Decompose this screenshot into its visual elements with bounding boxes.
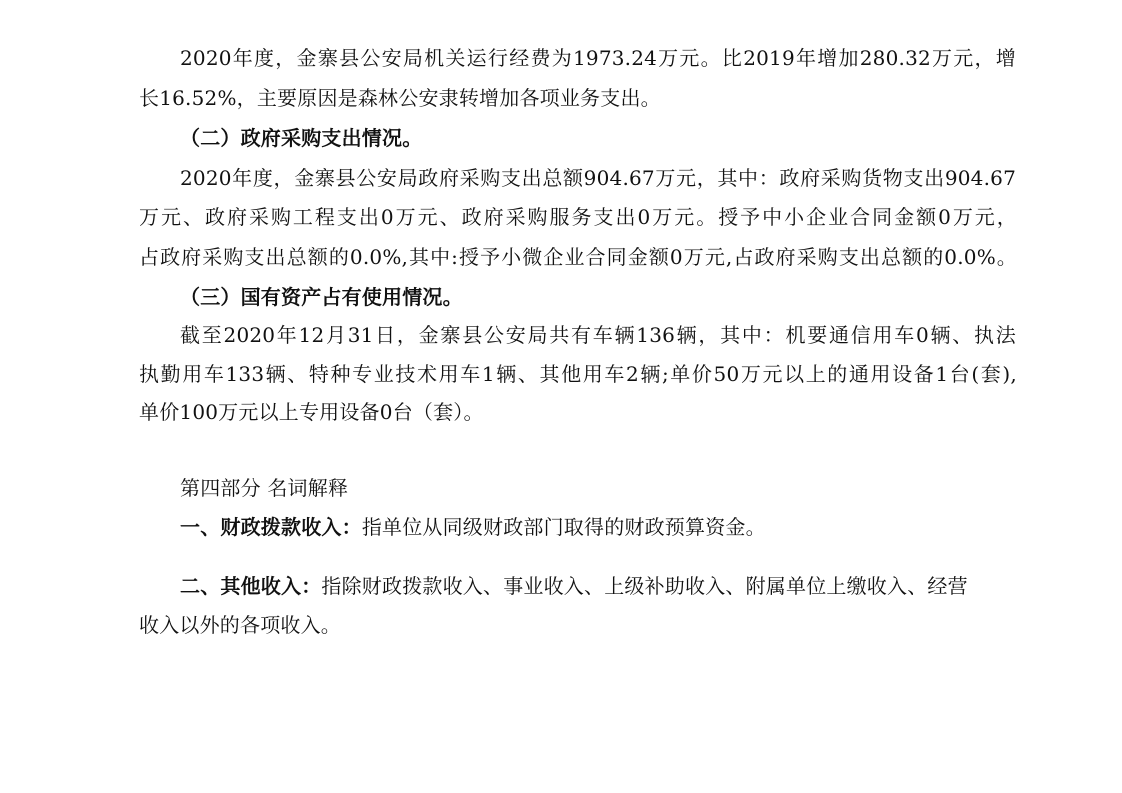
glossary-definition: 指单位从同级财政部门取得的财政预算资金。 <box>361 515 766 539</box>
heading-state-assets: （三）国有资产占有使用情况。 <box>180 285 463 309</box>
glossary-item-other-income-line-2: 收入以外的各项收入。 <box>139 613 341 637</box>
paragraph-assets-line-1: 截至2020年12月31日，金寨县公安局共有车辆136辆，其中：机要通信用车0辆、执法 <box>180 323 1016 347</box>
paragraph-assets-line-3: 单价100万元以上专用设备0台（套）。 <box>139 400 484 424</box>
section-title-glossary: 第四部分 名词解释 <box>180 476 349 500</box>
heading-government-procurement: （二）政府采购支出情况。 <box>180 126 423 150</box>
glossary-term: 二、其他收入： <box>180 574 322 598</box>
paragraph-operating-costs-line-1: 2020年度，金寨县公安局机关运行经费为1973.24万元。比2019年增加280.32万元，增 <box>180 46 1016 70</box>
glossary-definition: 指除财政拨款收入、事业收入、上级补助收入、附属单位上缴收入、经营 <box>321 574 968 598</box>
glossary-item-other-income-line-1 <box>180 574 968 598</box>
paragraph-assets-line-2: 执勤用车133辆、特种专业技术用车1辆、其他用车2辆;单价50万元以上的通用设备1台(套), <box>139 362 1017 386</box>
paragraph-procurement-line-1: 2020年度，金寨县公安局政府采购支出总额904.67万元，其中：政府采购货物支出904.67 <box>180 166 1016 190</box>
glossary-item-fiscal-appropriation <box>180 515 766 539</box>
glossary-term: 一、财政拨款收入： <box>180 515 362 539</box>
paragraph-procurement-line-2: 万元、政府采购工程支出0万元、政府采购服务支出0万元。授予中小企业合同金额0万元， <box>139 205 1017 229</box>
paragraph-procurement-line-3: 占政府采购支出总额的0.0%,其中:授予小微企业合同金额0万元,占政府采购支出总额的0.0%。 <box>139 245 1017 269</box>
paragraph-operating-costs-line-2: 长16.52%，主要原因是森林公安隶转增加各项业务支出。 <box>139 86 661 110</box>
